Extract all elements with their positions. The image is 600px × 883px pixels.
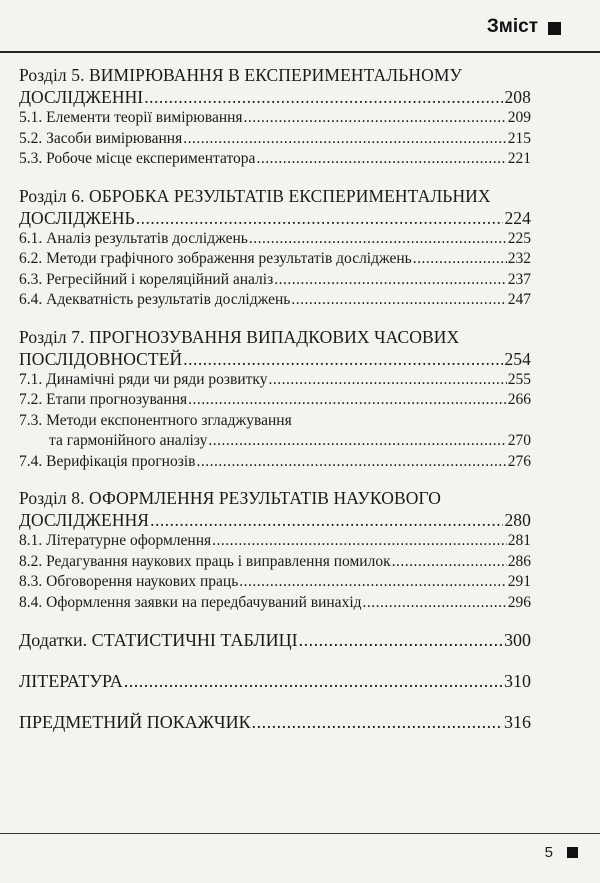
section-title-line2: ДОСЛІДЖЕННІ: [19, 87, 144, 107]
literature-page: 310: [504, 671, 531, 691]
header-square-icon: [548, 22, 561, 35]
section-title-line2: ДОСЛІДЖЕННЯ: [19, 510, 150, 530]
toc-appendix[interactable]: [19, 628, 531, 652]
section-title-line1: Розділ 6. ОБРОБКА РЕЗУЛЬТАТІВ ЕКСПЕРИМЕНТАЛЬНИХ: [19, 185, 491, 206]
toc-item[interactable]: [19, 452, 531, 473]
dot-leader: [299, 628, 503, 652]
dot-leader: [150, 509, 503, 531]
toc-item-label: 7.2. Етапи прогнозування: [19, 391, 188, 408]
toc-item-page: 215: [507, 129, 531, 147]
toc-item-label-line2: та гармонійного аналізу: [49, 432, 208, 449]
toc-item-label: 6.3. Регресійний і кореляційний аналіз: [19, 270, 274, 288]
toc-item[interactable]: [19, 249, 531, 270]
section-page: 208: [504, 87, 531, 107]
dot-leader: [249, 229, 507, 250]
toc-item[interactable]: [19, 390, 531, 411]
appendix-label: Додатки. СТАТИСТИЧНІ ТАБЛИЦІ: [19, 630, 298, 650]
toc-item[interactable]: [19, 572, 531, 593]
section-title-line2: ПОСЛІДОВНОСТЕЙ: [19, 348, 183, 369]
toc-item[interactable]: [19, 270, 531, 291]
toc-item-label: 8.3. Обговорення наукових праць: [19, 573, 239, 590]
toc-item-label: 8.4. Оформлення заявки на передбачуваний винахід: [19, 593, 362, 611]
toc-item[interactable]: [19, 531, 531, 552]
section-title-line1: Розділ 8. ОФОРМЛЕННЯ РЕЗУЛЬТАТІВ НАУКОВОГО: [19, 488, 442, 508]
dot-leader: [124, 669, 503, 693]
dot-leader: [183, 348, 503, 370]
footer-square-icon: [567, 847, 578, 858]
dot-leader: [274, 270, 507, 291]
dot-leader: [291, 290, 506, 311]
section-page: 254: [504, 348, 531, 369]
toc-item-page: 225: [507, 229, 531, 247]
section-title[interactable]: [19, 326, 531, 370]
toc-item-label: 5.2. Засоби вимірювання: [19, 129, 183, 147]
toc-item-page: 276: [507, 452, 531, 470]
dot-leader: [268, 370, 506, 391]
table-of-contents: [19, 64, 531, 751]
toc-item-label: 6.4. Адекватність результатів досліджень: [19, 291, 291, 308]
dot-leader: [239, 572, 506, 593]
toc-item[interactable]: [19, 370, 531, 391]
toc-item-page: 247: [507, 291, 531, 308]
toc-item-label: 7.1. Динамічні ряди чи ряди розвитку: [19, 370, 268, 388]
toc-item-page: 266: [507, 391, 531, 408]
toc-item-page: 232: [507, 250, 531, 267]
section-page: 224: [504, 207, 531, 228]
subject-index-label: ПРЕДМЕТНИЙ ПОКАЖЧИК: [19, 712, 251, 732]
toc-item[interactable]: [19, 229, 531, 250]
toc-section-8: [19, 487, 531, 613]
toc-item-page: 286: [507, 552, 531, 570]
dot-leader: [244, 108, 507, 129]
toc-item-label: 6.2. Методи графічного зображення результатів досліджень: [19, 250, 412, 267]
dot-leader: [256, 149, 506, 170]
toc-item[interactable]: [19, 411, 531, 452]
toc-section-5: [19, 64, 531, 170]
toc-subject-index[interactable]: [19, 710, 531, 734]
header-divider: [0, 51, 600, 53]
literature-label: ЛІТЕРАТУРА: [19, 671, 123, 691]
toc-item-page: 221: [507, 150, 531, 167]
toc-item[interactable]: [19, 290, 531, 311]
toc-item-page: 237: [507, 270, 531, 288]
toc-item-label: 5.1. Елементи теорії вимірювання: [19, 109, 243, 126]
dot-leader: [413, 249, 507, 270]
section-title[interactable]: [19, 185, 531, 229]
dot-leader: [183, 129, 507, 150]
toc-section-6: [19, 185, 531, 311]
dot-leader: [212, 531, 507, 552]
section-title-line1: Розділ 7. ПРОГНОЗУВАННЯ ВИПАДКОВИХ ЧАСОВИХ: [19, 326, 460, 347]
toc-item-page: 255: [507, 370, 531, 388]
page-header: [0, 0, 600, 58]
section-title-line1: Розділ 5. ВИМІРЮВАННЯ В ЕКСПЕРИМЕНТАЛЬНОМУ: [19, 65, 462, 85]
section-title[interactable]: [19, 64, 531, 108]
toc-item-label-line1: 7.3. Методи експонентного згладжування: [19, 411, 292, 429]
toc-item-label: 5.3. Робоче місце експериментатора: [19, 150, 256, 167]
toc-item-page: 291: [507, 573, 531, 590]
toc-section-7: [19, 326, 531, 473]
toc-item-page: 281: [507, 532, 531, 549]
toc-item-label: 6.1. Аналіз результатів досліджень: [19, 229, 248, 247]
toc-item[interactable]: [19, 593, 531, 614]
toc-item-page: 209: [507, 109, 531, 126]
appendix-page: 300: [504, 630, 531, 650]
section-title-line2: ДОСЛІДЖЕНЬ: [19, 207, 135, 228]
toc-literature[interactable]: [19, 669, 531, 693]
dot-leader: [144, 86, 503, 108]
dot-leader: [363, 593, 507, 614]
page-number: 5: [544, 844, 553, 861]
toc-item-label: 8.2. Редагування наукових праць і виправлення помилок: [19, 552, 391, 570]
toc-item[interactable]: [19, 129, 531, 150]
dot-leader: [188, 390, 507, 411]
dot-leader: [208, 431, 506, 452]
dot-leader: [392, 552, 507, 573]
toc-item[interactable]: [19, 149, 531, 170]
toc-item-label: 8.1. Літературне оформлення: [19, 532, 212, 549]
toc-item[interactable]: [19, 552, 531, 573]
dot-leader: [136, 207, 504, 229]
toc-item-page: 296: [507, 593, 531, 611]
dot-leader: [196, 452, 506, 473]
toc-item[interactable]: [19, 108, 531, 129]
dot-leader: [252, 710, 503, 734]
footer-divider: [0, 833, 600, 834]
subject-index-page: 316: [504, 712, 531, 732]
header-title: Зміст: [486, 16, 538, 37]
toc-item-label: 7.4. Верифікація прогнозів: [19, 452, 196, 470]
toc-item-page: 270: [507, 432, 531, 449]
section-title[interactable]: [19, 487, 531, 531]
section-page: 280: [504, 510, 531, 530]
